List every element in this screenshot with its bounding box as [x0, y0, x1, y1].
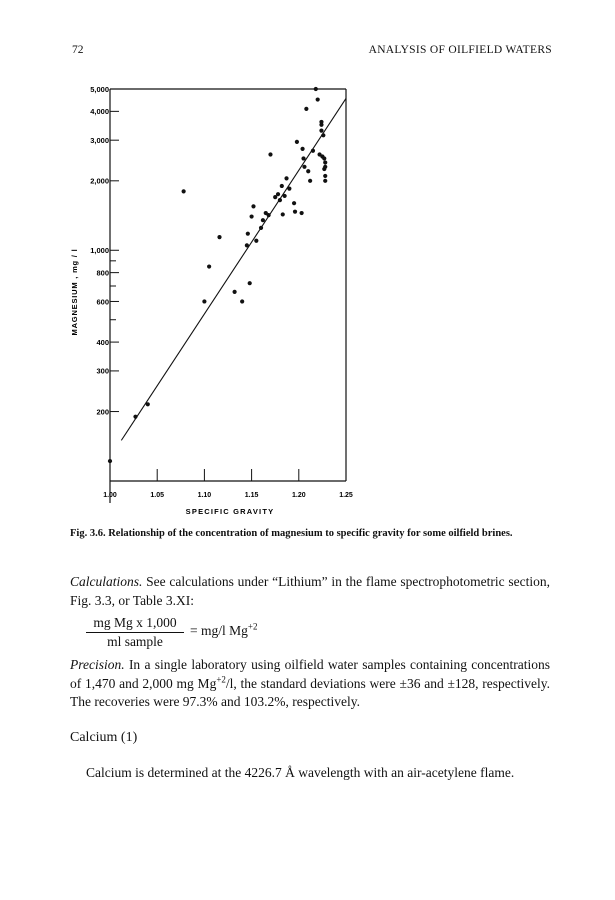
data-point: [246, 232, 250, 236]
precision-superscript: +2: [216, 674, 226, 684]
data-point: [302, 165, 306, 169]
data-point: [217, 235, 221, 239]
data-point: [311, 149, 315, 153]
data-point: [304, 107, 308, 111]
calcium-paragraph: Calcium is determined at the 4226.7 Å wavelength with an air-acetylene flame.: [86, 765, 515, 780]
calculation-formula: [86, 614, 386, 654]
y-tick-label: 600: [96, 297, 109, 307]
data-point: [280, 184, 284, 188]
formula-result-text: = mg/l Mg: [190, 623, 248, 638]
data-point: [133, 415, 137, 419]
calculations-text: See calculations under “Lithium” in the flame spectrophotometric section, Fig. 3.3, or Table 3.XI:: [70, 574, 550, 608]
y-tick-label: 200: [96, 407, 109, 417]
data-point: [323, 165, 327, 169]
data-point: [319, 129, 323, 133]
x-tick-label: 1.15: [244, 492, 259, 499]
y-tick-label: 2,000: [90, 176, 109, 186]
data-point: [301, 156, 305, 160]
x-axis-title: SPECIFIC GRAVITY: [185, 507, 275, 516]
data-point: [323, 179, 327, 183]
precision-text-1: In a single laboratory using oilfield water samples containing concentrations of 1,470 and 2,000 mg Mg: [70, 657, 551, 691]
data-point: [319, 120, 323, 124]
data-point: [207, 264, 211, 268]
data-point: [245, 243, 249, 247]
data-point: [306, 169, 310, 173]
precision-heading: Precision.: [70, 657, 125, 672]
y-tick-label: 800: [96, 268, 109, 278]
figure-label: Fig. 3.6.: [70, 528, 106, 539]
y-tick-label: 3,000: [90, 135, 109, 145]
y-tick-label: 4,000: [90, 107, 109, 117]
formula-fraction: [86, 614, 184, 650]
running-title: ANALYSIS OF OILFIELD WATERS: [368, 44, 552, 56]
data-point: [287, 187, 291, 191]
x-tick-label: 1.20: [291, 492, 306, 499]
data-point: [251, 204, 255, 208]
chart-points: [108, 87, 327, 463]
data-point: [266, 213, 270, 217]
formula-denominator: ml sample: [107, 634, 163, 649]
data-point: [292, 201, 296, 205]
data-point: [323, 160, 327, 164]
x-tick-label: 1.00: [103, 492, 117, 499]
data-point: [295, 140, 299, 144]
data-point: [268, 152, 272, 156]
x-tick-label: 1.25: [339, 492, 353, 499]
data-point: [146, 402, 150, 406]
calculations-paragraph: [70, 573, 550, 610]
data-point: [308, 179, 312, 183]
data-point: [300, 147, 304, 151]
precision-paragraph: [70, 656, 550, 712]
data-point: [316, 97, 320, 101]
data-point: [300, 211, 304, 215]
y-tick-label: 1,000: [90, 246, 109, 256]
formula-result-superscript: +2: [247, 621, 258, 632]
data-point: [250, 214, 254, 218]
figure-caption: [70, 527, 550, 541]
data-point: [182, 189, 186, 193]
data-point: [240, 299, 244, 303]
x-tick-label: 1.05: [150, 492, 165, 499]
data-point: [248, 281, 252, 285]
formula-numerator: mg Mg x 1,000: [86, 614, 184, 633]
formula-result: [190, 623, 257, 639]
data-point: [276, 192, 280, 196]
y-tick-label: 5,000: [90, 84, 109, 94]
data-point: [284, 176, 288, 180]
y-axis-title: MAGNESIUM , mg / l: [70, 248, 79, 336]
data-point: [261, 218, 265, 222]
page-number: 72: [72, 44, 84, 56]
data-point: [283, 194, 287, 198]
data-point: [322, 156, 326, 160]
data-point: [293, 210, 297, 214]
data-point: [233, 290, 237, 294]
y-tick-label: 400: [96, 337, 109, 347]
y-tick-label: 300: [96, 366, 109, 376]
data-point: [259, 226, 263, 230]
chart-axes: [110, 89, 346, 503]
data-point: [278, 198, 282, 202]
data-point: [254, 239, 258, 243]
figure-caption-text: Relationship of the concentration of magnesium to specific gravity for some oilfield brines.: [108, 528, 513, 539]
data-point: [314, 87, 318, 91]
x-tick-label: 1.10: [197, 492, 212, 499]
precision-text-2: /l, the standard deviations were ±36 and ±128, respectively. The recoveries were 97.3% and 103.2%, respectively.: [70, 675, 550, 709]
data-point: [202, 299, 206, 303]
data-point: [323, 174, 327, 178]
calcium-heading: Calcium (1): [70, 730, 138, 745]
calculations-heading: Calculations.: [70, 574, 143, 589]
data-point: [321, 133, 325, 137]
data-point: [108, 459, 112, 463]
data-point: [281, 212, 285, 216]
